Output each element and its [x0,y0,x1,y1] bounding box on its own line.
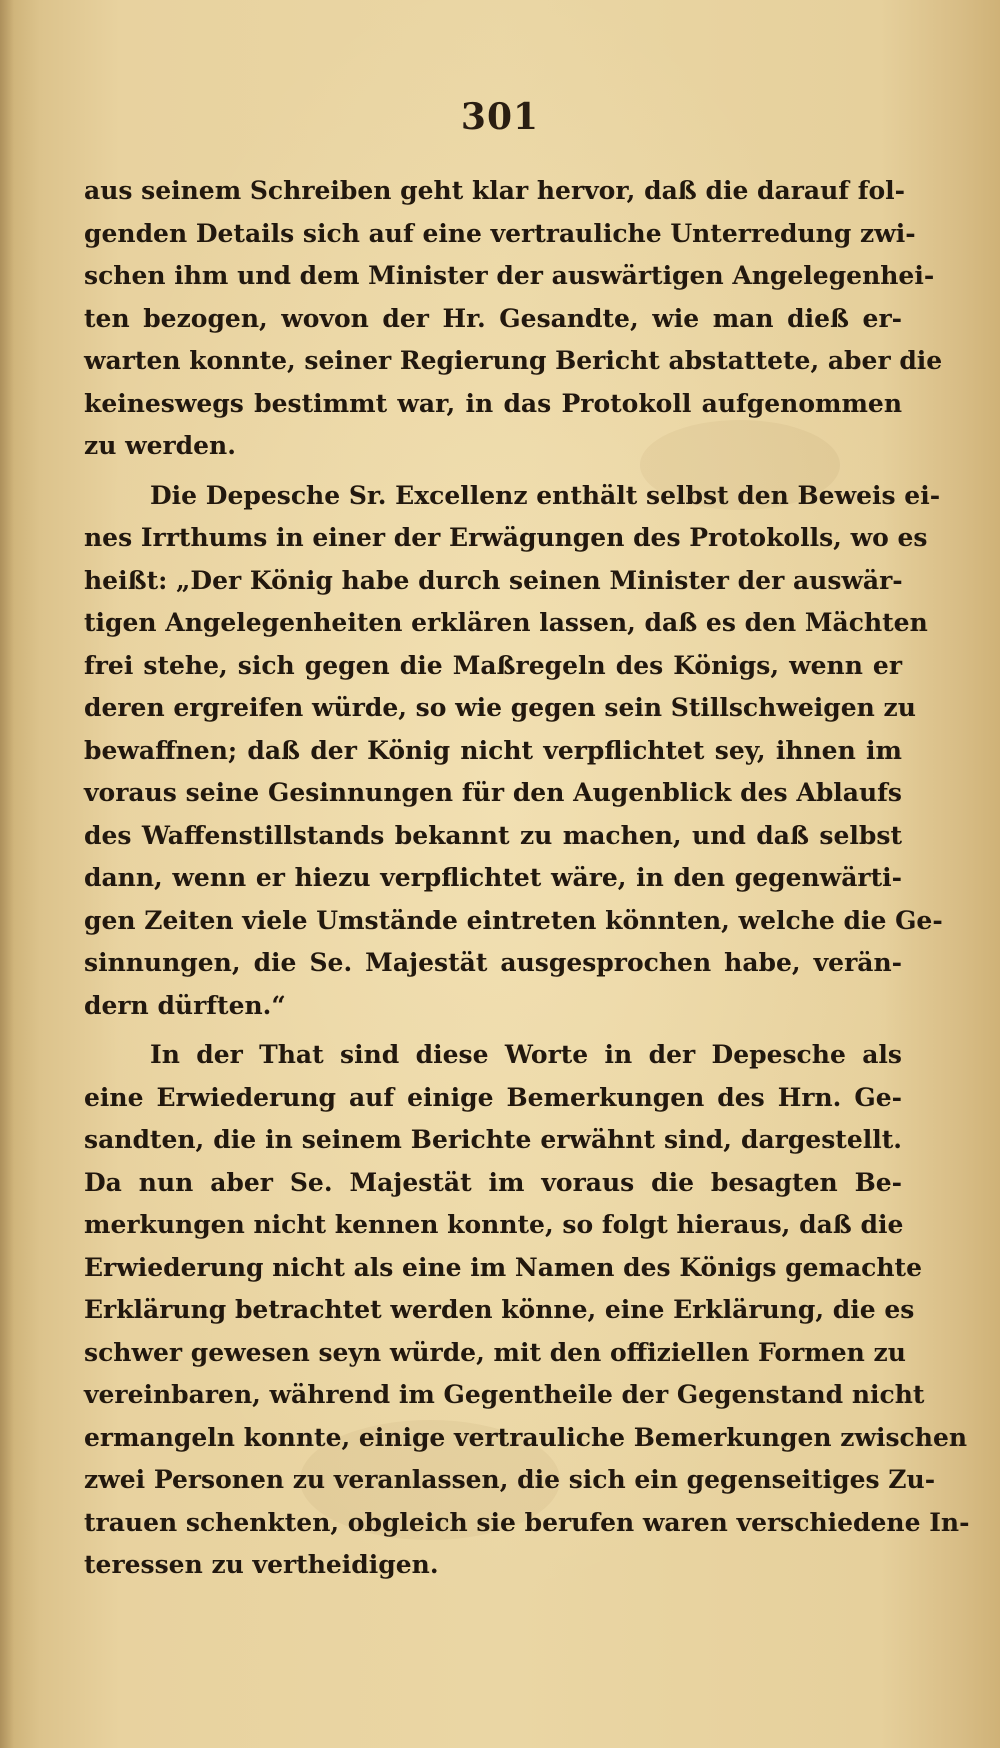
text-line: schwer gewesen seyn würde, mit den offiziellen Formen zu [84,1337,906,1367]
text-line: dann, wenn er hiezu verpflichtet wäre, in den gegenwärti- [84,863,902,892]
text-line: vereinbaren, während im Gegentheile der Gegenstand nicht [84,1380,925,1409]
text-line: trauen schenkten, obgleich sie berufen waren verschiedene In- [84,1507,970,1537]
paragraph-1 [84,170,943,468]
text-line: In der That sind diese Worte in der Depesche als [150,1040,902,1069]
text-line: warten konnte, seiner Regierung Bericht abstattete, aber die [84,346,943,375]
text-line: dern dürften.“ [84,990,286,1020]
text-line: bewaffnen; daß der König nicht verpflichtet sey, ihnen im [84,735,902,765]
text-line: Da nun aber Se. Majestät im voraus die besagten Be- [84,1167,902,1197]
text-line: zu werden. [84,431,236,460]
text-block [84,170,970,1594]
text-line: Erwiederung nicht als eine im Namen des Königs gemachte [84,1252,923,1282]
paragraph-3 [84,1034,970,1587]
text-line: eine Erwiederung auf einige Bemerkungen des Hrn. Ge- [84,1082,902,1112]
text-line: heißt: „Der König habe durch seinen Minister der auswär- [84,565,903,595]
text-line: deren ergreifen würde, so wie gegen sein Stillschweigen zu [84,693,916,722]
text-line: ten bezogen, wovon der Hr. Gesandte, wie man dieß er- [84,303,902,333]
text-line: sinnungen, die Se. Majestät ausgesprochen habe, verän- [84,948,902,977]
text-line: Erklärung betrachtet werden könne, eine Erklärung, die es [84,1295,915,1324]
text-line: gen Zeiten viele Umstände eintreten könnten, welche die Ge- [84,905,943,935]
text-line: sandten, die in seinem Berichte erwähnt sind, dargestellt. [84,1125,902,1154]
text-line: tigen Angelegenheiten erklären lassen, daß es den Mächten [84,608,928,637]
text-line: ermangeln konnte, einige vertrauliche Bemerkungen zwischen [84,1422,968,1452]
text-line: schen ihm und dem Minister der auswärtigen Angelegenhei- [84,261,935,290]
text-line: keineswegs bestimmt war, in das Protokoll aufgenommen [84,388,902,418]
text-line: teressen zu vertheidigen. [84,1550,439,1579]
page-number: 301 [460,96,540,138]
text-line: merkungen nicht kennen konnte, so folgt hieraus, daß die [84,1210,904,1239]
paragraph-2 [84,475,943,1028]
text-line: frei stehe, sich gegen die Maßregeln des Königs, wenn er [84,650,902,680]
text-line: nes Irrthums in einer der Erwägungen des Protokolls, wo es [84,523,928,552]
text-line: voraus seine Gesinnungen für den Augenblick des Ablaufs [84,778,902,807]
text-line: genden Details sich auf eine vertrauliche Unterredung zwi- [84,218,916,248]
text-line: Die Depesche Sr. Excellenz enthält selbst den Beweis ei- [150,480,941,510]
text-line: aus seinem Schreiben geht klar hervor, daß die darauf fol- [84,176,906,205]
text-line: des Waffenstillstands bekannt zu machen, und daß selbst [84,820,902,850]
text-line: zwei Personen zu veranlassen, die sich ein gegenseitiges Zu- [84,1465,936,1494]
